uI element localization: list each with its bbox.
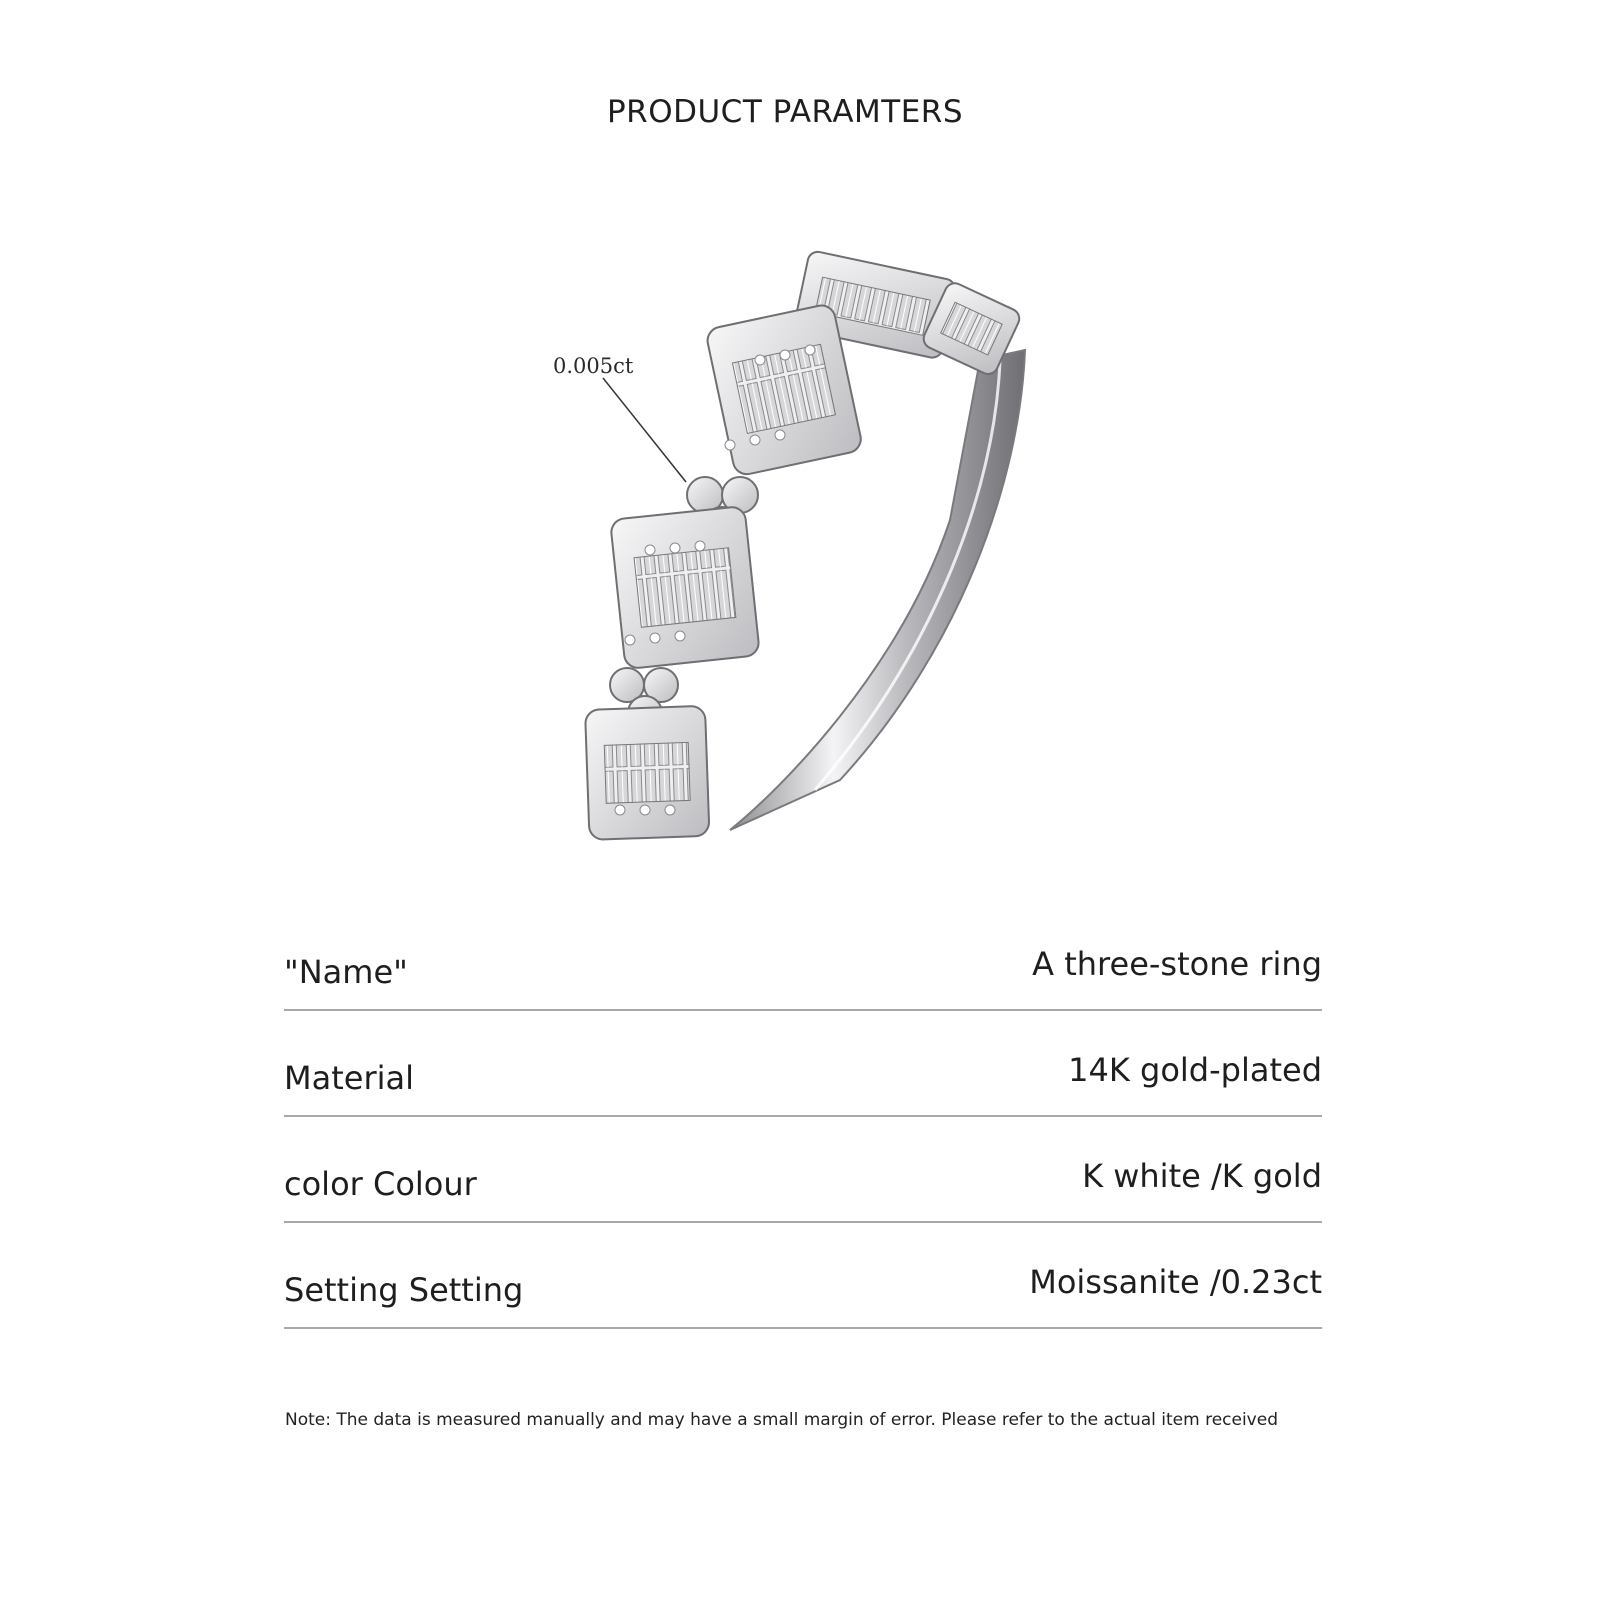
param-label: color Colour xyxy=(284,1165,477,1203)
param-value: K white /K gold xyxy=(1082,1157,1322,1195)
param-value: A three-stone ring xyxy=(1032,945,1322,983)
callout-line xyxy=(603,378,686,482)
carat-callout: 0.005ct xyxy=(553,354,634,378)
param-label: "Name" xyxy=(284,953,408,991)
parameters-table xyxy=(284,905,1322,1329)
param-value: Moissanite /0.23ct xyxy=(1029,1263,1322,1301)
param-row-material xyxy=(284,1011,1322,1117)
page-title: PRODUCT PARAMTERS xyxy=(606,94,964,130)
param-row-setting xyxy=(284,1223,1322,1329)
param-row-name xyxy=(284,905,1322,1011)
param-label: Material xyxy=(284,1059,414,1097)
ring-image xyxy=(480,220,1120,900)
stone-block-5 xyxy=(585,706,709,840)
param-value: 14K gold-plated xyxy=(1068,1051,1322,1089)
param-row-colour xyxy=(284,1117,1322,1223)
disclaimer-note: Note: The data is measured manually and may have a small margin of error. Please refer to the actual item received xyxy=(285,1410,1278,1430)
param-label: Setting Setting xyxy=(284,1271,524,1309)
